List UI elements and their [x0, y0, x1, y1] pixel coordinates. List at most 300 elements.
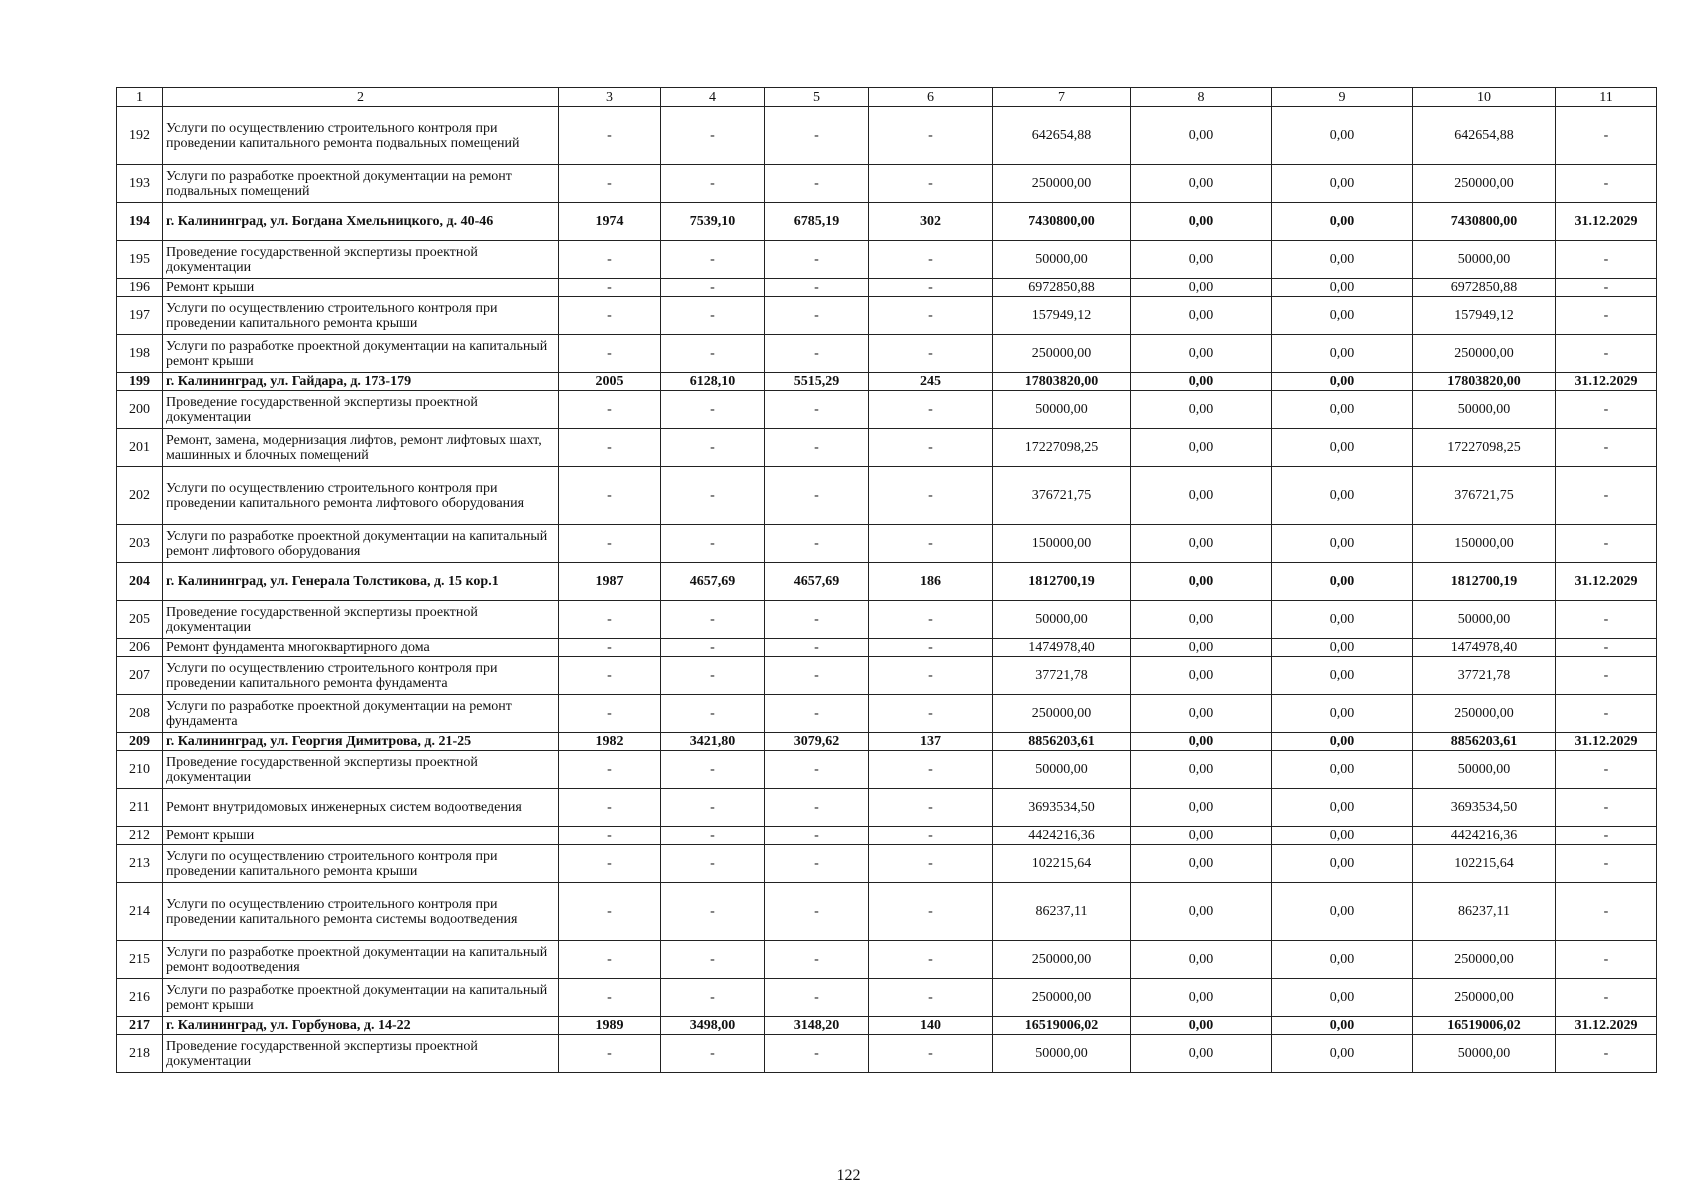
total-area-cell: -	[661, 241, 765, 279]
column-number: 10	[1413, 88, 1556, 107]
total-area-cell: -	[661, 467, 765, 525]
cost-col8-cell: 0,00	[1131, 845, 1272, 883]
residents-cell: 302	[869, 203, 993, 241]
deadline-cell: -	[1556, 657, 1657, 695]
work-name-cell: Услуги по разработке проектной документации на ремонт фундамента	[163, 695, 559, 733]
cost-total-cell: 50000,00	[993, 601, 1131, 639]
deadline-cell: 31.12.2029	[1556, 373, 1657, 391]
cost-total-cell: 642654,88	[993, 107, 1131, 165]
row-number-cell: 193	[117, 165, 163, 203]
table-row	[117, 695, 1657, 733]
cost-total-cell: 250000,00	[993, 165, 1131, 203]
year-cell: -	[559, 979, 661, 1017]
cost-col8-cell: 0,00	[1131, 639, 1272, 657]
cost-col9-cell: 0,00	[1272, 883, 1413, 941]
deadline-cell: 31.12.2029	[1556, 203, 1657, 241]
year-cell: 2005	[559, 373, 661, 391]
table-row	[117, 429, 1657, 467]
living-area-cell: -	[765, 241, 869, 279]
table-row	[117, 165, 1657, 203]
row-number-cell: 197	[117, 297, 163, 335]
cost-col9-cell: 0,00	[1272, 695, 1413, 733]
cost-col10-cell: 250000,00	[1413, 335, 1556, 373]
cost-total-cell: 7430800,00	[993, 203, 1131, 241]
table-row	[117, 279, 1657, 297]
table-row	[117, 297, 1657, 335]
year-cell: 1974	[559, 203, 661, 241]
cost-total-cell: 50000,00	[993, 391, 1131, 429]
deadline-cell: -	[1556, 695, 1657, 733]
work-name-cell: Ремонт внутридомовых инженерных систем водоотведения	[163, 789, 559, 827]
cost-total-cell: 37721,78	[993, 657, 1131, 695]
living-area-cell: 6785,19	[765, 203, 869, 241]
address-row	[117, 203, 1657, 241]
cost-total-cell: 6972850,88	[993, 279, 1131, 297]
year-cell: 1989	[559, 1017, 661, 1035]
column-number: 6	[869, 88, 993, 107]
work-name-cell: г. Калининград, ул. Георгия Димитрова, д. 21-25	[163, 733, 559, 751]
total-area-cell: -	[661, 845, 765, 883]
total-area-cell: -	[661, 1035, 765, 1073]
row-number-cell: 194	[117, 203, 163, 241]
living-area-cell: -	[765, 165, 869, 203]
column-number: 5	[765, 88, 869, 107]
cost-col8-cell: 0,00	[1131, 941, 1272, 979]
row-number-cell: 192	[117, 107, 163, 165]
cost-col8-cell: 0,00	[1131, 429, 1272, 467]
residents-cell: -	[869, 429, 993, 467]
table-row	[117, 241, 1657, 279]
year-cell: -	[559, 883, 661, 941]
deadline-cell: -	[1556, 789, 1657, 827]
table-row	[117, 335, 1657, 373]
residents-cell: -	[869, 789, 993, 827]
cost-col10-cell: 157949,12	[1413, 297, 1556, 335]
deadline-cell: -	[1556, 601, 1657, 639]
cost-total-cell: 3693534,50	[993, 789, 1131, 827]
deadline-cell: -	[1556, 279, 1657, 297]
year-cell: 1982	[559, 733, 661, 751]
residents-cell: -	[869, 601, 993, 639]
year-cell: -	[559, 657, 661, 695]
year-cell: -	[559, 165, 661, 203]
cost-total-cell: 157949,12	[993, 297, 1131, 335]
deadline-cell: -	[1556, 827, 1657, 845]
total-area-cell: -	[661, 827, 765, 845]
cost-col10-cell: 17803820,00	[1413, 373, 1556, 391]
year-cell: -	[559, 241, 661, 279]
living-area-cell: -	[765, 883, 869, 941]
total-area-cell: 6128,10	[661, 373, 765, 391]
living-area-cell: 4657,69	[765, 563, 869, 601]
living-area-cell: -	[765, 845, 869, 883]
row-number-cell: 205	[117, 601, 163, 639]
row-number-cell: 203	[117, 525, 163, 563]
total-area-cell: -	[661, 279, 765, 297]
table-row	[117, 525, 1657, 563]
living-area-cell: -	[765, 751, 869, 789]
cost-total-cell: 50000,00	[993, 1035, 1131, 1073]
cost-col10-cell: 150000,00	[1413, 525, 1556, 563]
cost-col10-cell: 1474978,40	[1413, 639, 1556, 657]
deadline-cell: -	[1556, 1035, 1657, 1073]
work-name-cell: Проведение государственной экспертизы проектной документации	[163, 1035, 559, 1073]
address-row	[117, 373, 1657, 391]
cost-col10-cell: 102215,64	[1413, 845, 1556, 883]
page-number: 122	[836, 1167, 861, 1184]
total-area-cell: -	[661, 601, 765, 639]
residents-cell: 186	[869, 563, 993, 601]
year-cell: -	[559, 335, 661, 373]
cost-col8-cell: 0,00	[1131, 883, 1272, 941]
work-name-cell: Услуги по осуществлению строительного контроля при проведении капитального ремонта подвальных помещений	[163, 107, 559, 165]
residents-cell: -	[869, 1035, 993, 1073]
work-name-cell: Проведение государственной экспертизы проектной документации	[163, 241, 559, 279]
cost-col10-cell: 1812700,19	[1413, 563, 1556, 601]
cost-col8-cell: 0,00	[1131, 241, 1272, 279]
cost-col8-cell: 0,00	[1131, 335, 1272, 373]
cost-col10-cell: 50000,00	[1413, 391, 1556, 429]
residents-cell: 140	[869, 1017, 993, 1035]
table-row	[117, 941, 1657, 979]
year-cell: 1987	[559, 563, 661, 601]
work-name-cell: Проведение государственной экспертизы проектной документации	[163, 391, 559, 429]
row-number-cell: 211	[117, 789, 163, 827]
table-row	[117, 845, 1657, 883]
living-area-cell: -	[765, 1035, 869, 1073]
cost-col8-cell: 0,00	[1131, 751, 1272, 789]
row-number-cell: 213	[117, 845, 163, 883]
year-cell: -	[559, 601, 661, 639]
residents-cell: -	[869, 657, 993, 695]
total-area-cell: 3421,80	[661, 733, 765, 751]
table-row	[117, 467, 1657, 525]
cost-col9-cell: 0,00	[1272, 1017, 1413, 1035]
cost-col8-cell: 0,00	[1131, 657, 1272, 695]
work-name-cell: г. Калининград, ул. Генерала Толстикова, д. 15 кор.1	[163, 563, 559, 601]
row-number-cell: 216	[117, 979, 163, 1017]
deadline-cell: -	[1556, 883, 1657, 941]
table-row	[117, 827, 1657, 845]
total-area-cell: -	[661, 883, 765, 941]
deadline-cell: -	[1556, 241, 1657, 279]
work-name-cell: Ремонт крыши	[163, 279, 559, 297]
column-number: 1	[117, 88, 163, 107]
cost-col9-cell: 0,00	[1272, 373, 1413, 391]
cost-col9-cell: 0,00	[1272, 241, 1413, 279]
cost-col10-cell: 50000,00	[1413, 601, 1556, 639]
work-name-cell: Ремонт крыши	[163, 827, 559, 845]
work-name-cell: Ремонт, замена, модернизация лифтов, ремонт лифтовых шахт, машинных и блочных помещений	[163, 429, 559, 467]
cost-col9-cell: 0,00	[1272, 941, 1413, 979]
deadline-cell: -	[1556, 941, 1657, 979]
cost-col8-cell: 0,00	[1131, 203, 1272, 241]
living-area-cell: -	[765, 335, 869, 373]
cost-total-cell: 8856203,61	[993, 733, 1131, 751]
cost-total-cell: 17803820,00	[993, 373, 1131, 391]
cost-col9-cell: 0,00	[1272, 827, 1413, 845]
works-table	[116, 87, 1657, 1073]
residents-cell: -	[869, 525, 993, 563]
cost-total-cell: 102215,64	[993, 845, 1131, 883]
cost-col8-cell: 0,00	[1131, 391, 1272, 429]
row-number-cell: 201	[117, 429, 163, 467]
deadline-cell: 31.12.2029	[1556, 1017, 1657, 1035]
living-area-cell: -	[765, 695, 869, 733]
living-area-cell: -	[765, 279, 869, 297]
total-area-cell: 7539,10	[661, 203, 765, 241]
deadline-cell: -	[1556, 525, 1657, 563]
cost-col9-cell: 0,00	[1272, 733, 1413, 751]
cost-col10-cell: 7430800,00	[1413, 203, 1556, 241]
cost-col10-cell: 250000,00	[1413, 979, 1556, 1017]
cost-col10-cell: 642654,88	[1413, 107, 1556, 165]
cost-col8-cell: 0,00	[1131, 165, 1272, 203]
table-row	[117, 391, 1657, 429]
cost-col10-cell: 4424216,36	[1413, 827, 1556, 845]
living-area-cell: -	[765, 297, 869, 335]
residents-cell: -	[869, 883, 993, 941]
deadline-cell: -	[1556, 845, 1657, 883]
cost-col9-cell: 0,00	[1272, 845, 1413, 883]
cost-col10-cell: 3693534,50	[1413, 789, 1556, 827]
cost-col9-cell: 0,00	[1272, 335, 1413, 373]
living-area-cell: -	[765, 941, 869, 979]
column-number: 7	[993, 88, 1131, 107]
cost-total-cell: 150000,00	[993, 525, 1131, 563]
year-cell: -	[559, 1035, 661, 1073]
row-number-cell: 212	[117, 827, 163, 845]
cost-col8-cell: 0,00	[1131, 297, 1272, 335]
table-row	[117, 107, 1657, 165]
residents-cell: -	[869, 751, 993, 789]
year-cell: -	[559, 107, 661, 165]
work-name-cell: Услуги по осуществлению строительного контроля при проведении капитального ремонта крыши	[163, 297, 559, 335]
cost-total-cell: 86237,11	[993, 883, 1131, 941]
cost-col10-cell: 86237,11	[1413, 883, 1556, 941]
total-area-cell: 4657,69	[661, 563, 765, 601]
residents-cell: -	[869, 241, 993, 279]
cost-col8-cell: 0,00	[1131, 601, 1272, 639]
total-area-cell: -	[661, 165, 765, 203]
year-cell: -	[559, 279, 661, 297]
row-number-cell: 217	[117, 1017, 163, 1035]
work-name-cell: Услуги по разработке проектной документации на ремонт подвальных помещений	[163, 165, 559, 203]
cost-col9-cell: 0,00	[1272, 601, 1413, 639]
address-row	[117, 733, 1657, 751]
residents-cell: -	[869, 827, 993, 845]
work-name-cell: Услуги по осуществлению строительного контроля при проведении капитального ремонта системы водоотведения	[163, 883, 559, 941]
work-name-cell: Услуги по осуществлению строительного контроля при проведении капитального ремонта фундамента	[163, 657, 559, 695]
deadline-cell: 31.12.2029	[1556, 563, 1657, 601]
cost-col10-cell: 250000,00	[1413, 695, 1556, 733]
total-area-cell: 3498,00	[661, 1017, 765, 1035]
cost-col8-cell: 0,00	[1131, 1017, 1272, 1035]
year-cell: -	[559, 941, 661, 979]
cost-col9-cell: 0,00	[1272, 639, 1413, 657]
row-number-cell: 200	[117, 391, 163, 429]
row-number-cell: 202	[117, 467, 163, 525]
year-cell: -	[559, 695, 661, 733]
living-area-cell: -	[765, 429, 869, 467]
cost-col9-cell: 0,00	[1272, 563, 1413, 601]
residents-cell: 245	[869, 373, 993, 391]
work-name-cell: Услуги по разработке проектной документации на капитальный ремонт водоотведения	[163, 941, 559, 979]
cost-col8-cell: 0,00	[1131, 525, 1272, 563]
work-name-cell: Проведение государственной экспертизы проектной документации	[163, 601, 559, 639]
total-area-cell: -	[661, 751, 765, 789]
row-number-cell: 210	[117, 751, 163, 789]
living-area-cell: 3079,62	[765, 733, 869, 751]
year-cell: -	[559, 429, 661, 467]
residents-cell: -	[869, 335, 993, 373]
cost-total-cell: 250000,00	[993, 979, 1131, 1017]
cost-col10-cell: 250000,00	[1413, 941, 1556, 979]
residents-cell: -	[869, 297, 993, 335]
cost-col9-cell: 0,00	[1272, 657, 1413, 695]
residents-cell: -	[869, 165, 993, 203]
total-area-cell: -	[661, 695, 765, 733]
total-area-cell: -	[661, 429, 765, 467]
year-cell: -	[559, 391, 661, 429]
total-area-cell: -	[661, 335, 765, 373]
table-row	[117, 883, 1657, 941]
cost-col9-cell: 0,00	[1272, 279, 1413, 297]
cost-col9-cell: 0,00	[1272, 165, 1413, 203]
work-name-cell: г. Калининград, ул. Богдана Хмельницкого, д. 40-46	[163, 203, 559, 241]
deadline-cell: -	[1556, 335, 1657, 373]
deadline-cell: 31.12.2029	[1556, 733, 1657, 751]
living-area-cell: 3148,20	[765, 1017, 869, 1035]
year-cell: -	[559, 845, 661, 883]
cost-col10-cell: 376721,75	[1413, 467, 1556, 525]
cost-col10-cell: 250000,00	[1413, 165, 1556, 203]
cost-col9-cell: 0,00	[1272, 1035, 1413, 1073]
cost-col10-cell: 17227098,25	[1413, 429, 1556, 467]
cost-total-cell: 17227098,25	[993, 429, 1131, 467]
work-name-cell: г. Калининград, ул. Горбунова, д. 14-22	[163, 1017, 559, 1035]
row-number-cell: 208	[117, 695, 163, 733]
row-number-cell: 209	[117, 733, 163, 751]
living-area-cell: -	[765, 391, 869, 429]
row-number-cell: 206	[117, 639, 163, 657]
residents-cell: -	[869, 467, 993, 525]
cost-col10-cell: 8856203,61	[1413, 733, 1556, 751]
row-number-cell: 214	[117, 883, 163, 941]
residents-cell: -	[869, 941, 993, 979]
total-area-cell: -	[661, 941, 765, 979]
cost-total-cell: 250000,00	[993, 695, 1131, 733]
cost-total-cell: 250000,00	[993, 941, 1131, 979]
cost-col9-cell: 0,00	[1272, 429, 1413, 467]
residents-cell: -	[869, 979, 993, 1017]
residents-cell: -	[869, 639, 993, 657]
cost-col10-cell: 50000,00	[1413, 241, 1556, 279]
year-cell: -	[559, 525, 661, 563]
cost-col8-cell: 0,00	[1131, 733, 1272, 751]
total-area-cell: -	[661, 297, 765, 335]
cost-col8-cell: 0,00	[1131, 279, 1272, 297]
year-cell: -	[559, 751, 661, 789]
living-area-cell: -	[765, 601, 869, 639]
address-row	[117, 1017, 1657, 1035]
row-number-cell: 199	[117, 373, 163, 391]
row-number-cell: 218	[117, 1035, 163, 1073]
cost-col8-cell: 0,00	[1131, 563, 1272, 601]
column-number: 8	[1131, 88, 1272, 107]
table-row	[117, 1035, 1657, 1073]
cost-col8-cell: 0,00	[1131, 789, 1272, 827]
residents-cell: -	[869, 107, 993, 165]
cost-col9-cell: 0,00	[1272, 467, 1413, 525]
cost-col8-cell: 0,00	[1131, 979, 1272, 1017]
cost-col10-cell: 16519006,02	[1413, 1017, 1556, 1035]
table-row	[117, 601, 1657, 639]
deadline-cell: -	[1556, 979, 1657, 1017]
table-row	[117, 657, 1657, 695]
cost-col9-cell: 0,00	[1272, 297, 1413, 335]
total-area-cell: -	[661, 789, 765, 827]
living-area-cell: -	[765, 657, 869, 695]
living-area-cell: -	[765, 525, 869, 563]
cost-col8-cell: 0,00	[1131, 695, 1272, 733]
column-number: 3	[559, 88, 661, 107]
document-sheet	[116, 87, 1656, 1073]
column-number-row	[117, 88, 1657, 107]
cost-col8-cell: 0,00	[1131, 467, 1272, 525]
deadline-cell: -	[1556, 165, 1657, 203]
row-number-cell: 195	[117, 241, 163, 279]
table-row	[117, 639, 1657, 657]
work-name-cell: Ремонт фундамента многоквартирного дома	[163, 639, 559, 657]
column-number: 4	[661, 88, 765, 107]
column-number: 11	[1556, 88, 1657, 107]
table-row	[117, 979, 1657, 1017]
total-area-cell: -	[661, 107, 765, 165]
cost-col9-cell: 0,00	[1272, 751, 1413, 789]
cost-col10-cell: 37721,78	[1413, 657, 1556, 695]
row-number-cell: 196	[117, 279, 163, 297]
cost-col8-cell: 0,00	[1131, 1035, 1272, 1073]
cost-total-cell: 50000,00	[993, 241, 1131, 279]
cost-col9-cell: 0,00	[1272, 203, 1413, 241]
table-row	[117, 789, 1657, 827]
residents-cell: -	[869, 695, 993, 733]
work-name-cell: г. Калининград, ул. Гайдара, д. 173-179	[163, 373, 559, 391]
work-name-cell: Услуги по осуществлению строительного контроля при проведении капитального ремонта лифтового оборудования	[163, 467, 559, 525]
table-row	[117, 751, 1657, 789]
living-area-cell: -	[765, 467, 869, 525]
work-name-cell: Услуги по осуществлению строительного контроля при проведении капитального ремонта крыши	[163, 845, 559, 883]
cost-total-cell: 50000,00	[993, 751, 1131, 789]
cost-col8-cell: 0,00	[1131, 373, 1272, 391]
cost-col10-cell: 50000,00	[1413, 1035, 1556, 1073]
total-area-cell: -	[661, 639, 765, 657]
cost-total-cell: 376721,75	[993, 467, 1131, 525]
cost-col10-cell: 6972850,88	[1413, 279, 1556, 297]
living-area-cell: -	[765, 107, 869, 165]
living-area-cell: -	[765, 827, 869, 845]
deadline-cell: -	[1556, 467, 1657, 525]
column-number: 9	[1272, 88, 1413, 107]
row-number-cell: 204	[117, 563, 163, 601]
address-row	[117, 563, 1657, 601]
living-area-cell: 5515,29	[765, 373, 869, 391]
row-number-cell: 207	[117, 657, 163, 695]
row-number-cell: 215	[117, 941, 163, 979]
work-name-cell: Услуги по разработке проектной документации на капитальный ремонт крыши	[163, 335, 559, 373]
cost-col9-cell: 0,00	[1272, 107, 1413, 165]
